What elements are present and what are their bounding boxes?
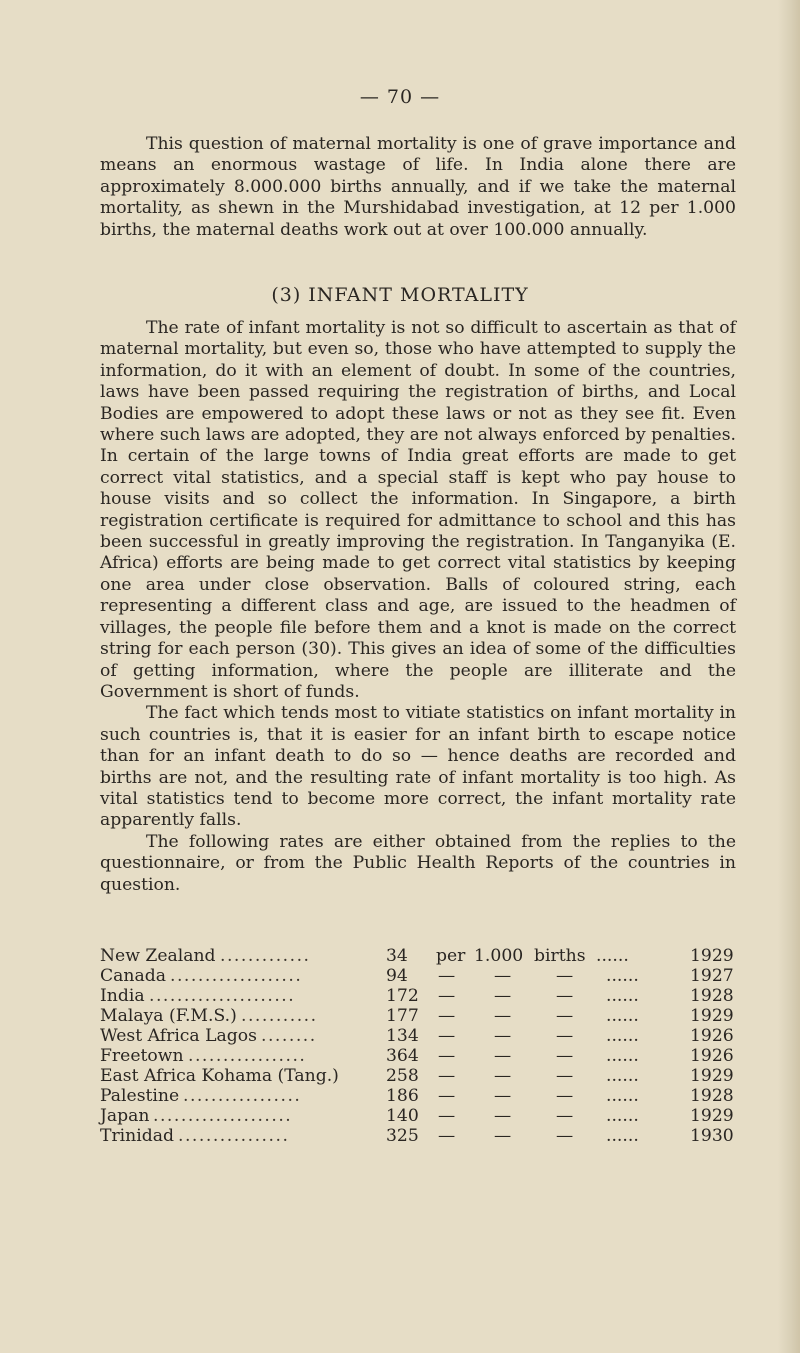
table-row — [100, 946, 740, 966]
leader-dots: ...... — [606, 1046, 639, 1066]
table-row — [100, 966, 740, 986]
ditto-mark: — — [556, 1006, 574, 1026]
rate-value: 364 — [386, 1046, 419, 1066]
rate-value: 34 — [386, 946, 408, 966]
year: 1930 — [690, 1126, 734, 1146]
table-row — [100, 1006, 740, 1026]
ditto-mark: — — [494, 1126, 512, 1146]
ditto-mark: — — [556, 1046, 574, 1066]
table-row — [100, 1026, 740, 1046]
leader-dots: ..................... — [149, 986, 296, 1006]
ditto-mark: — — [556, 1126, 574, 1146]
year: 1928 — [690, 986, 734, 1006]
country-name: Canada — [100, 966, 166, 986]
leader-dots: ................ — [178, 1126, 290, 1146]
ditto-mark: — — [438, 1066, 456, 1086]
leader-dots: ...... — [606, 1106, 639, 1126]
leader-dots: ........... — [241, 1006, 318, 1026]
ditto-mark: — — [438, 1086, 456, 1106]
leader-dots: ...... — [606, 1086, 639, 1106]
country-name: West Africa Lagos — [100, 1026, 257, 1046]
country-name: Trinidad — [100, 1126, 174, 1146]
ditto-mark: — — [438, 1126, 456, 1146]
country-name: Japan — [100, 1106, 150, 1126]
ditto-mark: — — [438, 1046, 456, 1066]
leader-dots: ...... — [606, 1126, 639, 1146]
rate-value: 258 — [386, 1066, 419, 1086]
leader-dots: ...... — [606, 1066, 639, 1086]
ditto-mark: — — [494, 1086, 512, 1106]
rate-value: 140 — [386, 1106, 419, 1126]
leader-dots: ...... — [596, 946, 629, 966]
ditto-mark: — — [556, 966, 574, 986]
year: 1926 — [690, 1026, 734, 1046]
paragraph-maternal-mortality — [100, 134, 736, 241]
rate-value: 172 — [386, 986, 419, 1006]
unit-base: 1.000 — [474, 946, 524, 966]
ditto-mark: — — [494, 966, 512, 986]
page-number: — 70 — — [359, 86, 441, 108]
ditto-mark: — — [438, 966, 456, 986]
leader-dots: .................... — [153, 1106, 293, 1126]
country-name: New Zealand — [100, 946, 216, 966]
ditto-mark: — — [494, 1006, 512, 1026]
table-row — [100, 1126, 740, 1146]
year: 1929 — [690, 1066, 734, 1086]
unit-per: per — [436, 946, 466, 966]
leader-dots: ...... — [606, 966, 639, 986]
ditto-mark: — — [494, 1066, 512, 1086]
country-name: Freetown — [100, 1046, 184, 1066]
infant-mortality-text — [100, 318, 736, 896]
paragraph-2: The rate of infant mortality is not so difficult to ascertain as that of maternal mortality, but even so, those who have attempted to supply the information, do it with an element of doubt. In some of the countries, laws have been passed requiring the registration of births, and Local Bodies are empowered to adopt these laws or not as they see fit. Even where such laws are adopted, they are not always enforced by penalties. In certain of the large towns of India great efforts are made to get correct vital statistics, and a special staff is kept who pay house to house visits and so collect the information. In Singapore, a birth registration certificate is required for admittance to school and this has been successful in greatly improving the registration. In Tanganyika (E. Africa) efforts are being made to get correct vital statistics by keeping one area under close observation. Balls of coloured string, each representing a different class and age, are issued to the headmen of villages, the people file before them and a knot is made on the correct string for each person (30). This gives an idea of some of the difficulties of getting information, where the people are illiterate and the Government is short of funds. — [100, 318, 736, 702]
country-name: Malaya (F.M.S.) — [100, 1006, 237, 1026]
leader-dots: ............. — [220, 946, 311, 966]
infant-mortality-rates-table — [100, 946, 740, 1146]
year: 1926 — [690, 1046, 734, 1066]
leader-dots: ...... — [606, 986, 639, 1006]
table-row — [100, 986, 740, 1006]
ditto-mark: — — [556, 1086, 574, 1106]
leader-dots: ........ — [261, 1026, 317, 1046]
leader-dots: ...... — [606, 1006, 639, 1026]
leader-dots: ................. — [183, 1086, 302, 1106]
ditto-mark: — — [494, 1026, 512, 1046]
rate-value: 94 — [386, 966, 408, 986]
ditto-mark: — — [556, 1026, 574, 1046]
year: 1929 — [690, 946, 734, 966]
country-name: India — [100, 986, 145, 1006]
year: 1929 — [690, 1106, 734, 1126]
table-row — [100, 1046, 740, 1066]
year: 1927 — [690, 966, 734, 986]
rate-value: 325 — [386, 1126, 419, 1146]
ditto-mark: — — [438, 1006, 456, 1026]
ditto-mark: — — [438, 1106, 456, 1126]
rate-value: 186 — [386, 1086, 419, 1106]
year: 1928 — [690, 1086, 734, 1106]
ditto-mark: — — [494, 986, 512, 1006]
ditto-mark: — — [556, 1106, 574, 1126]
ditto-mark: — — [494, 1046, 512, 1066]
leader-dots: ................... — [170, 966, 303, 986]
country-name: Palestine — [100, 1086, 180, 1106]
ditto-mark: — — [438, 1026, 456, 1046]
paragraph-1: This question of maternal mortality is one of grave importance and means an enormous wastage of life. In India alone there are approximately 8.000.000 births annually, and if we take the maternal mortality, as shewn in the Murshidabad investigation, at 12 per 1.000 births, the maternal deaths work out at over 100.000 annually. — [100, 134, 736, 240]
leader-dots: ................. — [188, 1046, 307, 1066]
unit-births: births — [534, 946, 586, 966]
table-row — [100, 1066, 740, 1086]
ditto-mark: — — [494, 1106, 512, 1126]
year: 1929 — [690, 1006, 734, 1026]
section-heading: (3) INFANT MORTALITY — [271, 284, 529, 306]
page-edge — [778, 0, 800, 1353]
rate-value: 134 — [386, 1026, 419, 1046]
table-row — [100, 1106, 740, 1126]
ditto-mark: — — [556, 986, 574, 1006]
paragraph-3: The fact which tends most to vitiate statistics on infant mortality in such countries is, that it is easier for an infant birth to escape notice than for an infant death to do so — hence deaths are recorded and births are not, and the resulting rate of infant mortality is too high. As vital statistics tend to become more correct, the infant mortality rate apparently falls. — [100, 703, 736, 831]
paragraph-4: The following rates are either obtained from the replies to the questionnaire, or from the Public Health Reports of the countries in question. — [100, 831, 736, 895]
table-row — [100, 1086, 740, 1106]
ditto-mark: — — [556, 1066, 574, 1086]
country-name: East Africa Kohama (Tang.) — [100, 1066, 339, 1086]
leader-dots: ...... — [606, 1026, 639, 1046]
ditto-mark: — — [438, 986, 456, 1006]
rate-value: 177 — [386, 1006, 419, 1026]
